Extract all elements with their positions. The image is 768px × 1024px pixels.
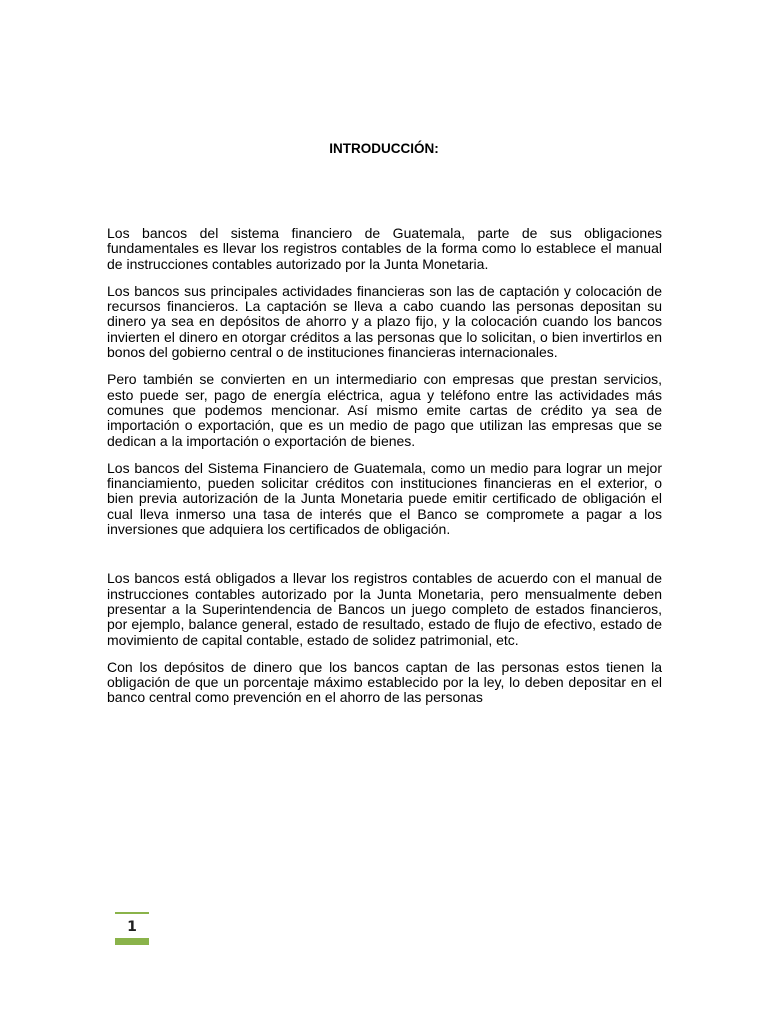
paragraph-6: Con los depósitos de dinero que los bancos captan de las personas estos tienen la obligación de que un porcentaje máximo establecido por la ley, lo deben depositar en el banco central como prevención en el ahorro de las personas <box>107 658 662 706</box>
paragraph-5: Los bancos está obligados a llevar los registros contables de acuerdo con el manual de instrucciones contables autorizado por la Junta Monetaria, pero mensualmente deben presentar a la Superintendencia de Bancos un juego completo de estados financieros, por ejemplo, balance general, estado de resultado, estado de flujo de efectivo, estado de movimiento de capital contable, estado de solidez patrimonial, etc. <box>107 570 662 648</box>
document-body <box>107 226 662 718</box>
page-number-footer <box>115 912 149 945</box>
page-title: INTRODUCCIÓN: <box>329 141 439 156</box>
paragraph-3: Pero también se convierten en un intermediario con empresas que prestan servicios, esto puede ser, pago de energía eléctrica, agua y teléfono entre las actividades más comunes que podemos mencionar. Así mismo emite cartas de crédito ya sea de importación o exportación, que es un medio de pago que utilizan las empresas que se dedican a la importación o exportación de bienes. <box>107 371 662 449</box>
paragraph-1: Los bancos del sistema financiero de Guatemala, parte de sus obligaciones fundamentales es llevar los registros contables de la forma como lo establece el manual de instrucciones contables autorizado por la Junta Monetaria. <box>107 225 662 272</box>
page-number-bottom-bar <box>115 938 149 945</box>
paragraph-4: Los bancos del Sistema Financiero de Guatemala, como un medio para lograr un mejor financiamiento, pueden solicitar créditos con instituciones financieras en el exterior, o bien previa autorización de la Junta Monetaria puede emitir certificado de obligación el cual lleva inmerso una tasa de interés que el Banco se compromete a pagar a los inversiones que adquiera los certificados de obligación. <box>107 459 662 538</box>
page-number-top-rule <box>115 912 149 914</box>
page-number: 1 <box>127 919 137 935</box>
paragraph-2: Los bancos sus principales actividades financieras son las de captación y colocación de recursos financieros. La captación se lleva a cabo cuando las personas depositan su dinero ya sea en depósitos de ahorro y a plazo fijo, y la colocación cuando los bancos invierten el dinero en otorgar créditos a las personas que lo solicitan, o bien invertirlos en bonos del gobierno central o de instituciones financieras internacionales. <box>107 282 662 361</box>
